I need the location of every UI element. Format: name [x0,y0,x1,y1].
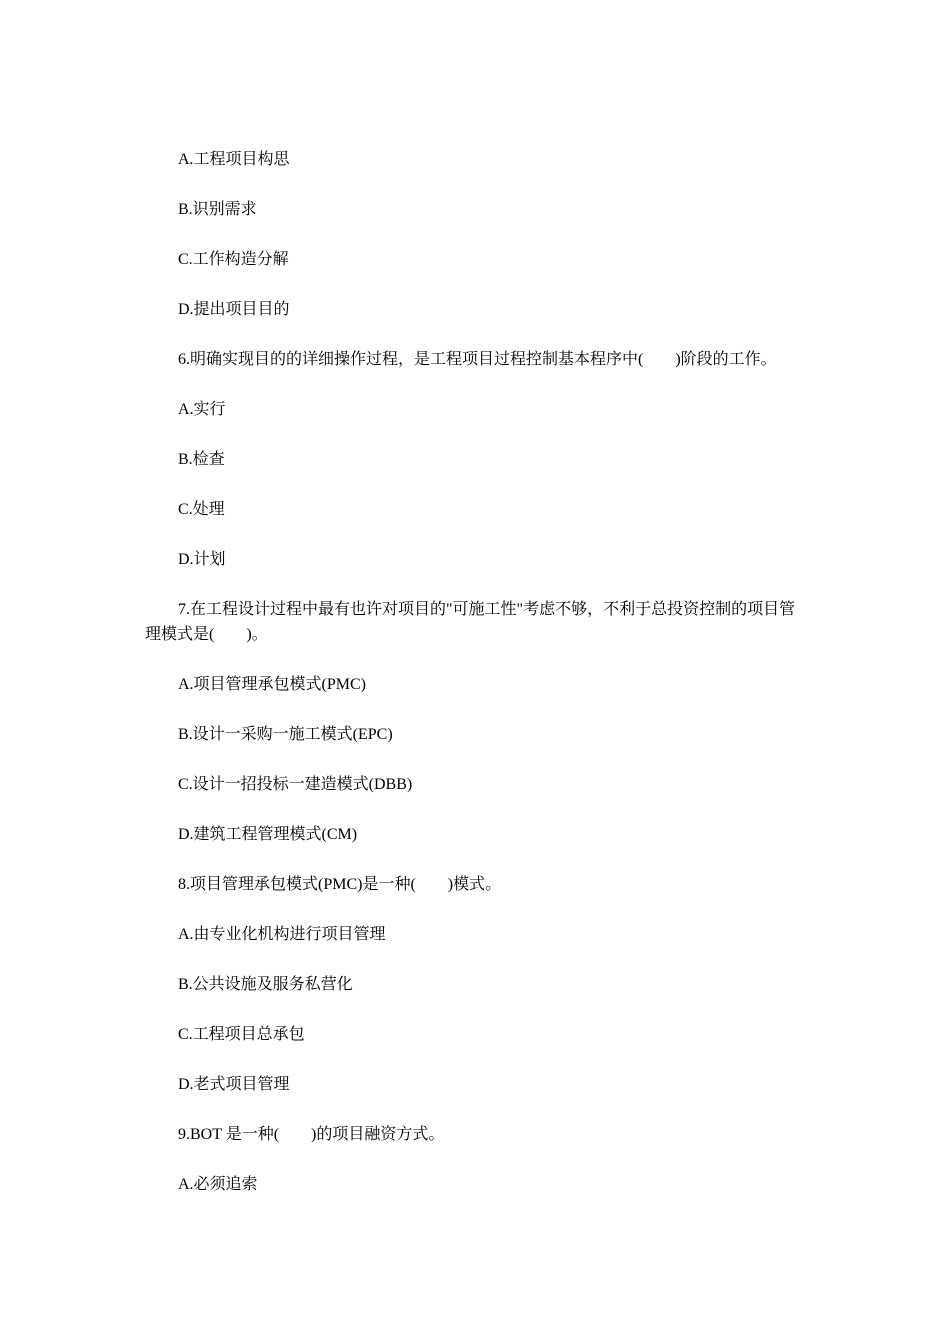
q8-option-d: D.老式项目管理 [178,1076,290,1093]
q7-option-a: A.项目管理承包模式(PMC) [178,676,367,693]
document-body [145,147,810,1197]
q6-option-a: A.实行 [178,401,226,418]
q8-option-c: C.工程项目总承包 [178,1026,305,1043]
q8-option-a: A.由专业化机构进行项目管理 [178,926,386,943]
question-7: 7.在工程设计过程中最有也许对项目的"可施工性"考虑不够，不利于总投资控制的项目管理模式是( )。 [145,601,796,643]
question-9: 9.BOT 是一种( )的项目融资方式。 [178,1126,445,1143]
q6-option-b: B.检查 [178,451,225,468]
q5-option-d: D.提出项目目的 [178,301,290,318]
q7-option-b: B.设计一采购一施工模式(EPC) [178,726,393,743]
q5-option-c: C.工作构造分解 [178,251,289,268]
q7-option-d: D.建筑工程管理模式(CM) [178,826,358,843]
question-8: 8.项目管理承包模式(PMC)是一种( )模式。 [178,876,502,893]
q6-option-c: C.处理 [178,501,225,518]
q7-option-c: C.设计一招投标一建造模式(DBB) [178,776,413,793]
q9-option-a: A.必须追索 [178,1176,258,1193]
q6-option-d: D.计划 [178,551,226,568]
question-6: 6.明确实现目的的详细操作过程，是工程项目过程控制基本程序中( )阶段的工作。 [178,351,777,368]
q8-option-b: B.公共设施及服务私营化 [178,976,353,993]
q5-option-b: B.识别需求 [178,201,257,218]
q5-option-a: A.工程项目构思 [178,151,290,168]
